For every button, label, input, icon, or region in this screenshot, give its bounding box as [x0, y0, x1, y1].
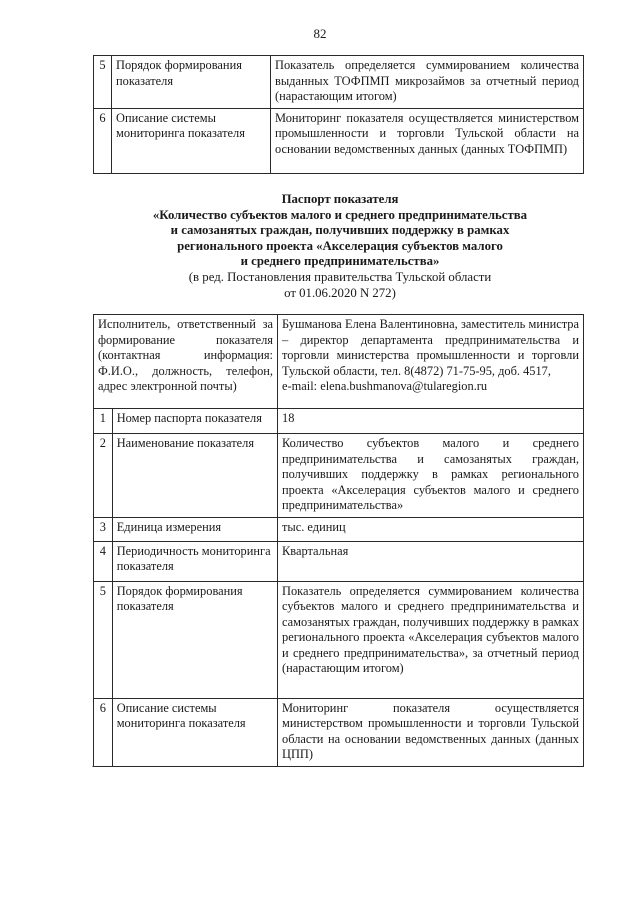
table-row: [94, 517, 584, 541]
passport-title-block: [100, 192, 580, 301]
passport-title-line: и среднего предпринимательства»: [240, 254, 440, 269]
edition-note: от 01.06.2020 N 272): [284, 285, 396, 300]
row-label: Наименование показателя: [112, 434, 277, 518]
row-value: Показатель определяется суммированием количества субъектов малого и среднего предпринимательства и самозанятых граждан, получивших поддержку в рамках регионального проекта «Акселерация субъектов малого и среднего предпринимательства», за отчетный период (нарастающим итогом): [278, 581, 584, 698]
page-number: 82: [313, 26, 327, 41]
row-number: 3: [94, 517, 113, 541]
row-number: 5: [94, 581, 113, 698]
passport-title-line: и самозанятых граждан, получивших поддержку в рамках: [170, 223, 510, 238]
table-row: [94, 434, 584, 518]
row-value: Показатель определяется суммированием количества выданных ТОФПМП микрозаймов за отчетный период (нарастающим итогом): [271, 56, 584, 109]
row-label: Описание системы мониторинга показателя: [112, 108, 271, 173]
row-label: Номер паспорта показателя: [112, 409, 277, 434]
edition-note: (в ред. Постановления правительства Тульской области: [188, 269, 492, 284]
passport-title-line: регионального проекта «Акселерация субъектов малого: [177, 238, 503, 253]
row-value: Квартальная: [278, 541, 584, 581]
top-table: [93, 55, 584, 174]
main-table: [93, 314, 584, 767]
row-label: Описание системы мониторинга показателя: [112, 698, 277, 766]
passport-title-line: «Количество субъектов малого и среднего предпринимательства: [152, 207, 528, 222]
table-row: [94, 56, 584, 109]
scan-mark: ·: [91, 762, 95, 773]
row-value: 18: [278, 409, 584, 434]
row-value: Мониторинг показателя осуществляется министерством промышленности и торговли Тульской области на основании ведомственных данных (данных ТОФПМП): [271, 108, 584, 173]
executor-info: Бушманова Елена Валентиновна, заместитель министра – директор департамента предпринимательства и торговли министерства промышленности и торговли Тульской области, тел. 8(4872) 71-75-95, доб. 4517,: [282, 317, 579, 378]
executor-label: Исполнитель, ответственный за формирование показателя (контактная информация: Ф.И.О., должность, телефон, адрес электронной почты): [94, 315, 278, 409]
row-value: Мониторинг показателя осуществляется министерством промышленности и торговли Тульской области на основании ведомственных данных (данных ЦПП): [278, 698, 584, 766]
executor-email: e-mail: elena.bushmanova@tularegion.ru: [282, 379, 488, 393]
executor-row: [94, 315, 584, 409]
table-row: [94, 698, 584, 766]
row-value: тыс. единиц: [278, 517, 584, 541]
row-label: Порядок формирования показателя: [112, 56, 271, 109]
row-number: 1: [94, 409, 113, 434]
row-number: 5: [94, 56, 112, 109]
row-value: Количество субъектов малого и среднего предпринимательства и самозанятых граждан, получивших поддержку в рамках регионального проекта «Акселерация субъектов малого и среднего предпринимательства»: [278, 434, 584, 518]
row-number: 6: [94, 108, 112, 173]
table-row: [94, 409, 584, 434]
row-number: 6: [94, 698, 113, 766]
row-number: 2: [94, 434, 113, 518]
row-label: Единица измерения: [112, 517, 277, 541]
executor-value: [278, 315, 584, 409]
passport-heading: Паспорт показателя: [281, 192, 399, 206]
row-label: Порядок формирования показателя: [112, 581, 277, 698]
table-row: [94, 581, 584, 698]
row-number: 4: [94, 541, 113, 581]
row-label: Периодичность мониторинга показателя: [112, 541, 277, 581]
table-row: [94, 108, 584, 173]
table-row: [94, 541, 584, 581]
